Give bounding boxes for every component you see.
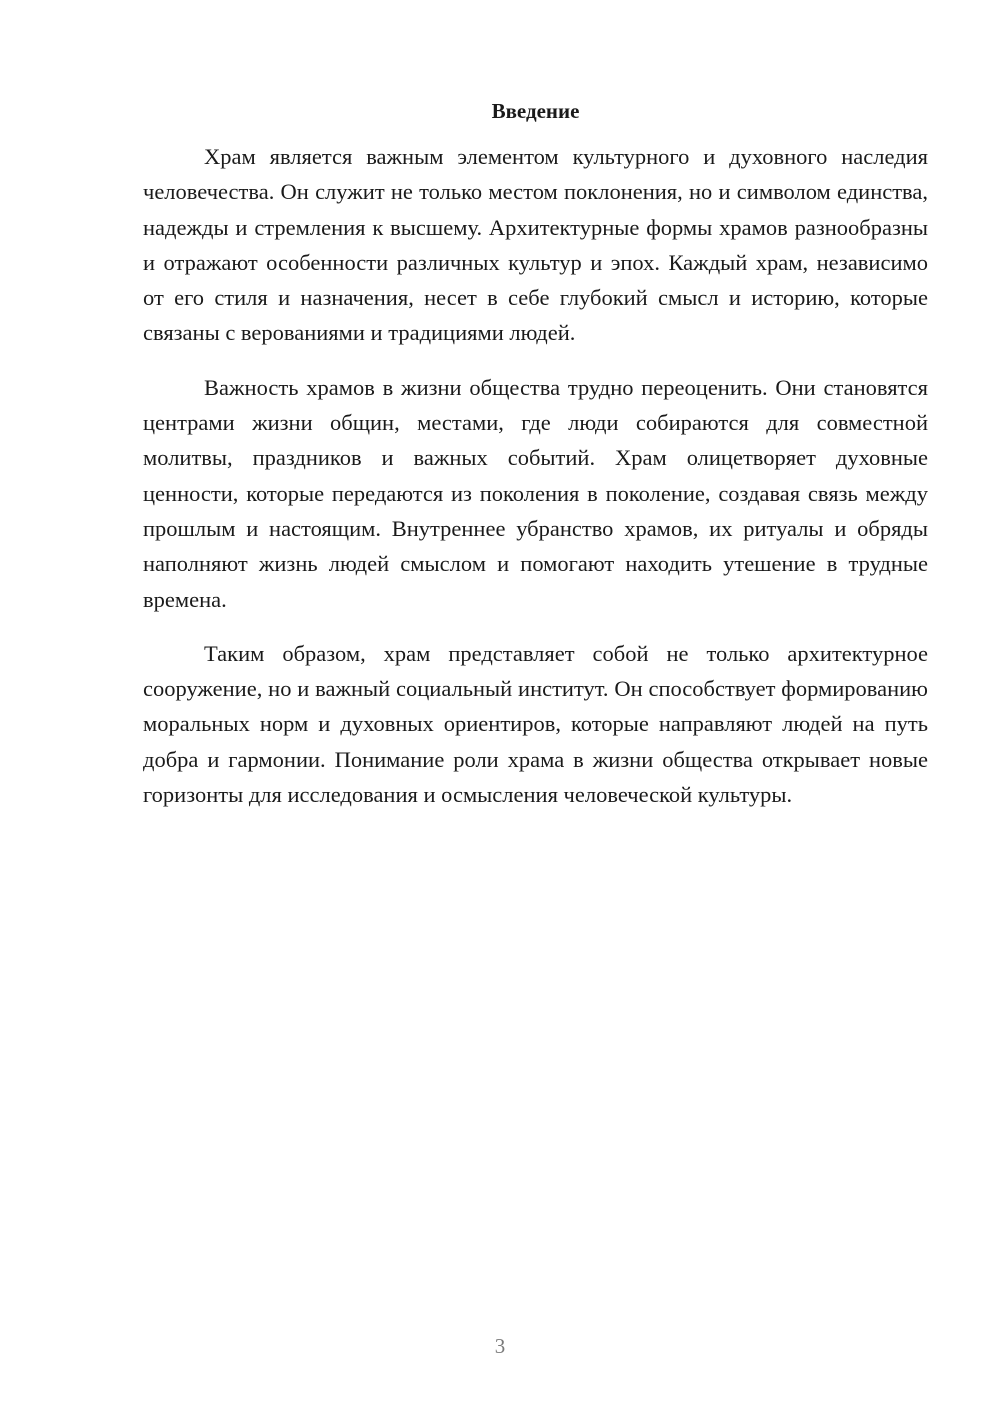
paragraph-1: Храм является важным элементом культурного и духовного наследия человечества. Он служит не только местом поклонения, но и символом единства, надежды и стремления к высшему. Архитектурные формы храмов разнообразны и отражают особенности различных культур и эпох. Каждый храм, независимо от его стиля и назначения, несет в себе глубокий смысл и историю, которые связаны с верованиями и традициями людей. xyxy=(143,144,928,346)
paragraph-2: Важность храмов в жизни общества трудно переоценить. Они становятся центрами жизни общин, местами, где люди собираются для совместной молитвы, праздников и важных событий. Храм олицетворяет духовные ценности, которые передаются из поколения в поколение, создавая связь между прошлым и настоящим. Внутреннее убранство храмов, их ритуалы и обряды наполняют жизнь людей смыслом и помогают находить утешение в трудные времена. xyxy=(143,374,928,612)
page-number: 3 xyxy=(494,1334,506,1358)
section-title: Введение xyxy=(491,99,580,123)
paragraph-3: Таким образом, храм представляет собой не только архитектурное сооружение, но и важный социальный институт. Он способствует формированию моральных норм и духовных ориентиров, которые направляют людей на путь добра и гармонии. Понимание роли храма в жизни общества открывает новые горизонты для исследования и осмысления человеческой культуры. xyxy=(143,640,928,808)
document-body xyxy=(143,94,928,812)
